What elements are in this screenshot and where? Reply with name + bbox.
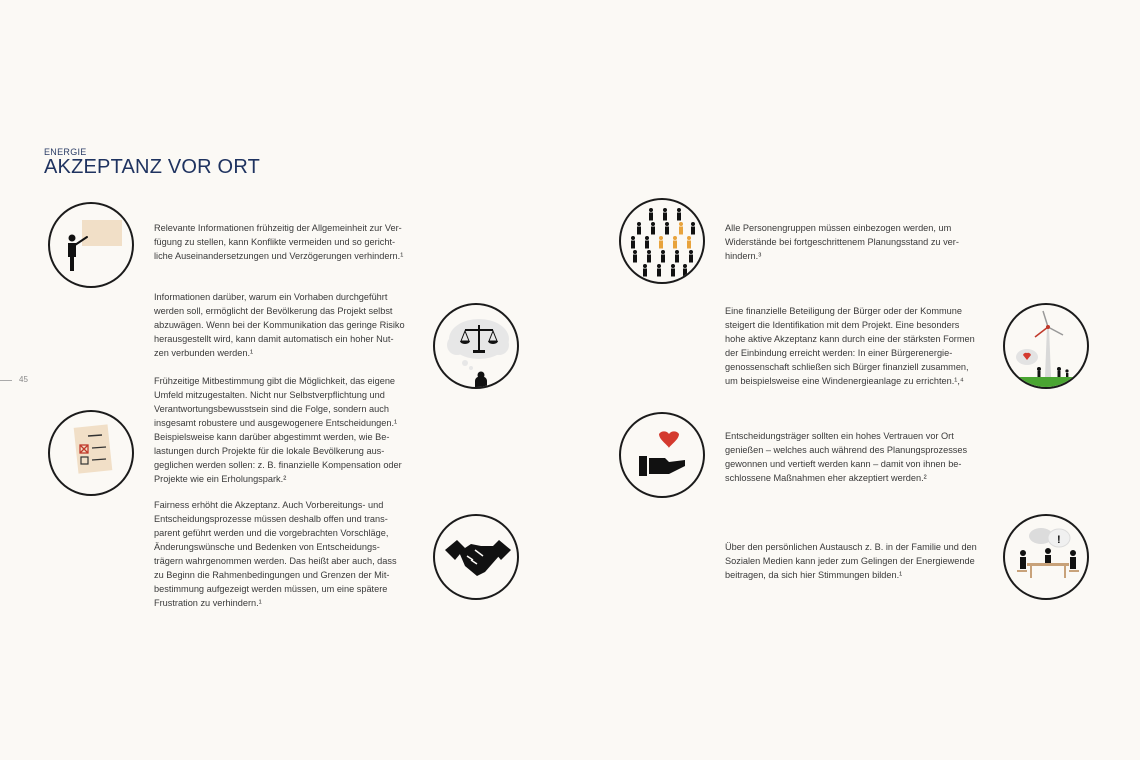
section-kicker: ENERGIE [44,147,87,157]
paragraph-all-groups: Alle Personengruppen müssen einbezogen werden, um Widerstände bei fortgeschrittenem Planungsstand zu ver- hindern.³ [725,223,959,261]
page-marker-line [0,380,12,381]
scales-thought-icon [433,303,519,389]
paragraph-risk-communication: Informationen darüber, warum ein Vorhaben durchgeführt werden soll, ermöglicht der Bevölkerung das Projekt selbst abzuwägen. Wenn bei der Kommunikation das geringe Risiko herausgestellt wird, kann damit automatisch ein hoher Nut- zen verbunden werden.¹ [154,292,405,358]
wind-turbine-icon [1003,303,1089,389]
paragraph-personal-exchange: Über den persönlichen Austausch z. B. in der Familie und den Sozialen Medien kann jeder zum Gelingen der Energiewende beitragen, da sich hier Stimmungen bilden.¹ [725,542,977,580]
heart-hand-icon [619,412,705,498]
page-title: AKZEPTANZ VOR ORT [44,156,261,178]
page-number: 45 [19,375,28,384]
crowd-icon [619,198,705,284]
ballot-icon [48,410,134,496]
paragraph-fairness: Fairness erhöht die Akzeptanz. Auch Vorbereitungs- und Entscheidungsprozesse müssen deshalb offen und trans- parent geführt werden und die vorgebrachten Vorschläge, Änderungswünsche und Bedenken von Entscheidungs- trägern wahrgenommen werden. Das heißt aber auch, dass zu Beginn die Rahmenbedingungen und Grenzen der Mit- bestimmung aufgezeigt werden müssen, um eine spätere Frustration zu verhindern.¹ [154,500,397,608]
handshake-icon [433,514,519,600]
discussion-table-icon [1003,514,1089,600]
svg-text:!: ! [1057,534,1061,546]
paragraph-codetermination: Frühzeitige Mitbestimmung gibt die Möglichkeit, das eigene Umfeld mitzugestalten. Nicht nur Selbstverpflichtung und Verantwortungsbewusstsein sind die Folge, sondern auch insgesamt robustere und ausgewogenere Entscheidungen.¹ Beispielsweise kann darüber abgestimmt werden, wie Be- lastungen durch Projekte für die lokale Bevölkerung aus- geglichen werden sollen: z. B. finanzielle Kompensation oder Projekte wie ein Erholungspark.² [154,376,402,484]
paragraph-information: Relevante Informationen frühzeitig der Allgemeinheit zur Ver- fügung zu stellen, kann Konflikte vermeiden und so gericht- liche Auseinandersetzungen und Verzögerungen verhindern.¹ [154,223,404,261]
paragraph-financial-participation: Eine finanzielle Beteiligung der Bürger oder der Kommune steigert die Identifikation mit dem Projekt. Eine besonders hohe aktive Akzeptanz kann durch eine der stärksten Formen der Einbindung erreicht werden: In einer Bürgerenergie- genossenschaft schließen sich Bürger finanziell zusammen, um beispielsweise eine Windenergieanlage zu errichten.¹,⁴ [725,306,975,386]
presenter-icon [48,202,134,288]
paragraph-trust: Entscheidungsträger sollten ein hohes Vertrauen vor Ort genießen – welches auch während des Planungsprozesses gewonnen und vertieft werden kann – damit von ihnen be- schlossene Maßnahmen eher akzeptiert werden.² [725,431,968,483]
